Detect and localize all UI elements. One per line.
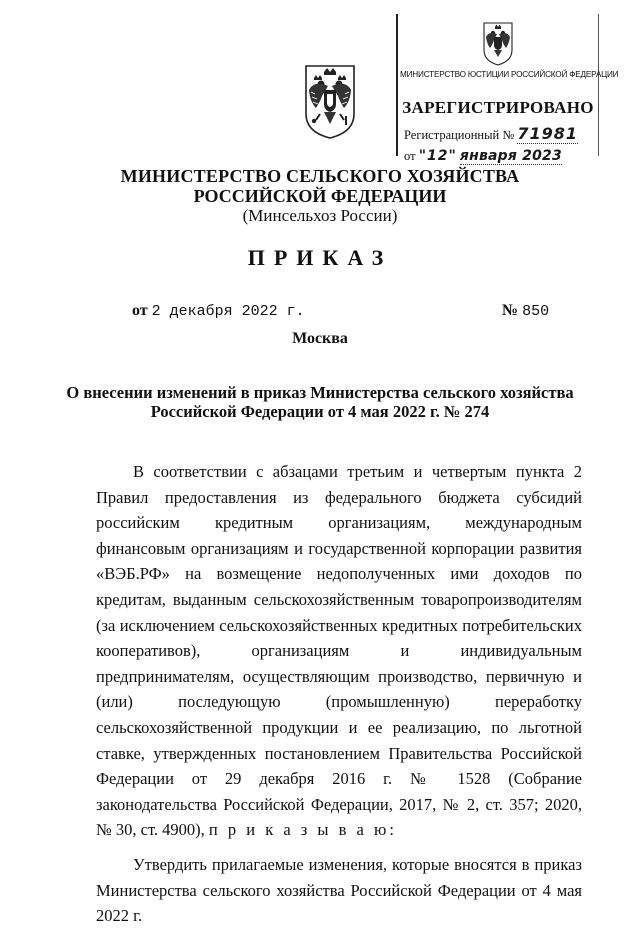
order-number-sign: № bbox=[502, 302, 519, 319]
stamp-date-line bbox=[404, 148, 599, 164]
stamp-date-prefix: от bbox=[404, 149, 416, 163]
body-paragraph-1 bbox=[96, 459, 582, 843]
registration-stamp bbox=[396, 14, 619, 164]
order-title-line1: О внесении изменений в приказ Министерства сельского хозяйства bbox=[66, 383, 574, 402]
ministry-name-line1: МИНИСТЕРСТВО СЕЛЬСКОГО ХОЗЯЙСТВА bbox=[120, 166, 520, 186]
stamp-ministry-name: МИНИСТЕРСТВО ЮСТИЦИИ РОССИЙСКОЙ ФЕДЕРАЦИИ bbox=[400, 70, 619, 79]
stamp-coat-of-arms-icon bbox=[480, 20, 516, 66]
stamp-date-day-handwritten: "12" bbox=[418, 148, 457, 164]
stamp-reg-number-line bbox=[404, 124, 599, 143]
ministry-name-line2: РОССИЙСКОЙ ФЕДЕРАЦИИ bbox=[193, 186, 447, 206]
document-type-heading: ПРИКАЗ bbox=[247, 245, 393, 270]
stamp-date-month-handwritten: января 2023 bbox=[459, 148, 562, 164]
order-date-prefix: от bbox=[132, 302, 148, 319]
issue-city: Москва bbox=[292, 330, 348, 347]
order-body bbox=[96, 459, 582, 929]
body-paragraph-2: Утвердить прилагаемые изменения, которые вносятся в приказ Министерства сельского хозяйства Российской Федерации от 4 мая 2022 г. bbox=[96, 854, 582, 926]
order-date bbox=[132, 302, 305, 320]
order-number bbox=[502, 302, 549, 320]
order-title-line2: Российской Федерации от 4 мая 2022 г. № 274 bbox=[150, 402, 490, 421]
ministry-short-name: (Минсельхоз России) bbox=[242, 206, 398, 225]
stamp-reg-number-handwritten: 71981 bbox=[517, 124, 579, 143]
body-paragraph-1-text: В соответствии с абзацами третьим и четвертым пункта 2 Правил предоставления из федерального бюджета субсидий российским кредитным организациям, международным финансовым организациям и государственной корпорации развития «ВЭБ.РФ» на возмещение недополученных ими доходов по кредитам, выданным сельскохозяйственным товаропроизводителям (за исключением сельскохозяйственных кредитных потребительских кооперативов), организациям и индивидуальным предпринимателям, осуществляющим производство, первичную и (или) последующую (промышленную) переработку сельскохозяйственной продукции и ее реализацию, по льготной ставке, утвержденных постановлением Правительства Российской Федерации от 29 декабря 2016 г. № 1528 (Собрание законодательства Российской Федерации, 2017, № 2, ст. 357; 2020, № 30, ст. 4900), bbox=[96, 462, 582, 840]
coat-of-arms-emblem bbox=[300, 62, 360, 140]
stamp-status: ЗАРЕГИСТРИРОВАНО bbox=[402, 98, 594, 117]
order-decree-word: п р и к а з ы в а ю: bbox=[208, 820, 397, 840]
order-date-value: 2 декабря 2022 г. bbox=[151, 303, 305, 320]
stamp-reg-number-label: Регистрационный № bbox=[404, 128, 515, 142]
order-number-value: 850 bbox=[522, 303, 550, 320]
